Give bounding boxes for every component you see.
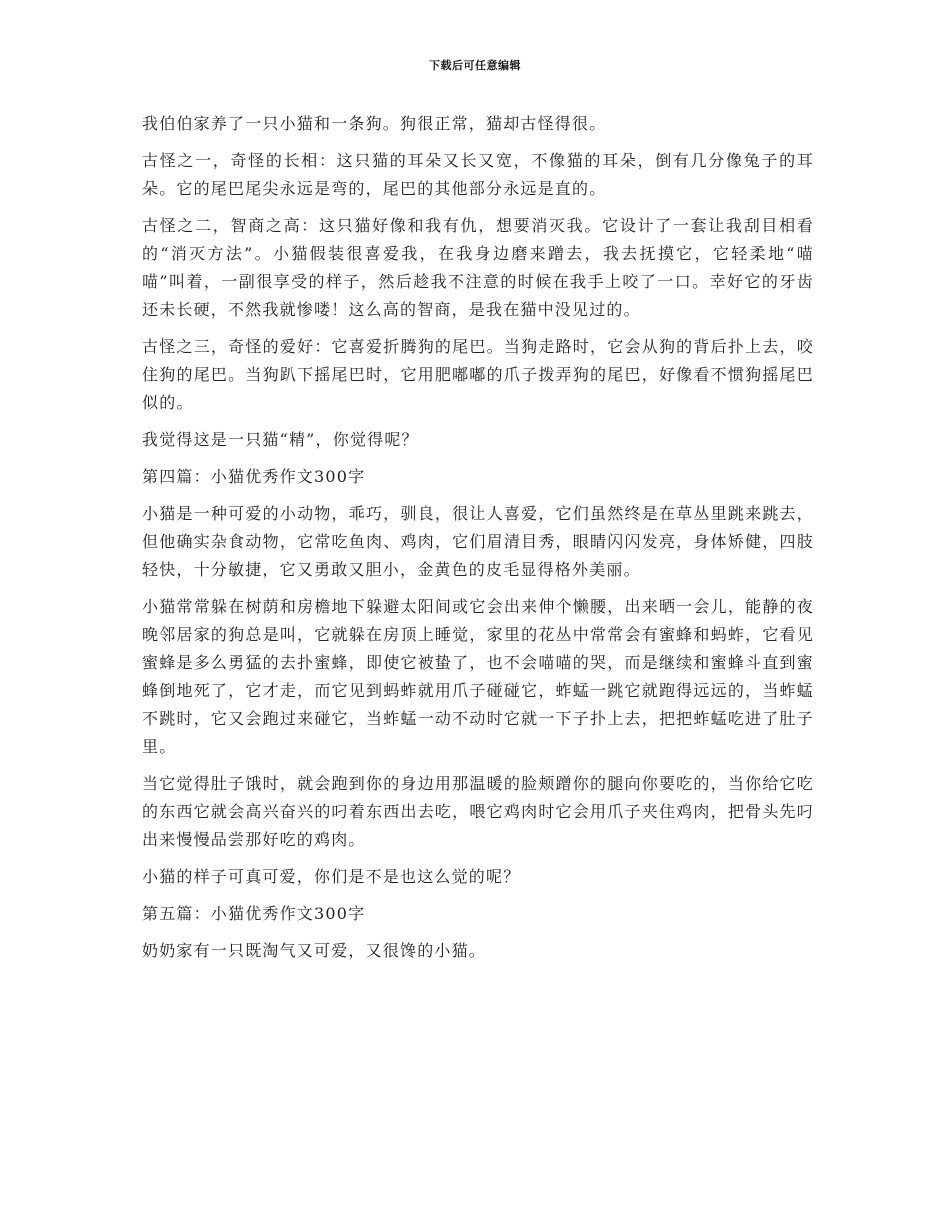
paragraph: 古怪之一，奇怪的长相：这只猫的耳朵又长又宽，不像猫的耳朵，倒有几分像兔子的耳朵。它的尾巴尾尖永远是弯的，尾巴的其他部分永远是直的。 bbox=[142, 151, 814, 198]
paragraph: 小猫是一种可爱的小动物，乖巧，驯良，很让人喜爱，它们虽然终是在草丛里跳来跳去，但他确实杂食动物，它常吃鱼肉、鸡肉，它们眉清目秀，眼睛闪闪发亮，身体矫健，四肢轻快，十分敏捷，它又勇敢又胆小，金黄色的皮毛显得格外美丽。 bbox=[142, 504, 814, 579]
paragraph: 奶奶家有一只既淘气又可爱，又很馋的小猫。 bbox=[142, 941, 487, 960]
section-heading: 第五篇：小猫优秀作文300字 bbox=[142, 904, 366, 923]
page-header: 下载后可任意编辑 bbox=[429, 59, 521, 72]
paragraph: 小猫常常躲在树荫和房檐地下躲避太阳间或它会出来伸个懒腰，出来晒一会儿，能静的夜晚邻居家的狗总是叫，它就躲在房顶上睡觉，家里的花丛中常常会有蜜蜂和蚂蚱，它看见蜜蜂是多么勇猛的去扑蜜蜂，即使它被蛰了，也不会喵喵的哭，而是继续和蜜蜂斗直到蜜蜂倒地死了，它才走，而它见到蚂蚱就用爪子碰碰它，蚱蜢一跳它就跑得远远的，当蚱蜢不跳时，它又会跑过来碰它，当蚱蜢一动不动时它就一下子扑上去，把把蚱蜢吃进了肚子里。 bbox=[142, 597, 814, 756]
paragraph: 古怪之三，奇怪的爱好：它喜爱折腾狗的尾巴。当狗走路时，它会从狗的背后扑上去，咬住狗的尾巴。当狗趴下摇尾巴时，它用肥嘟嘟的爪子拨弄狗的尾巴，好像看不惯狗摇尾巴似的。 bbox=[142, 337, 814, 412]
section-heading: 第四篇：小猫优秀作文300字 bbox=[142, 467, 366, 486]
document-body bbox=[142, 110, 814, 974]
paragraph: 我伯伯家养了一只小猫和一条狗。狗很正常，猫却古怪得很。 bbox=[142, 114, 607, 133]
paragraph: 当它觉得肚子饿时，就会跑到你的身边用那温暖的脸颊蹭你的腿向你要吃的，当你给它吃的东西它就会高兴奋兴的叼着东西出去吃，喂它鸡肉时它会用爪子夹住鸡肉，把骨头先叼出来慢慢品尝那好吃的鸡肉。 bbox=[142, 774, 814, 849]
paragraph: 小猫的样子可真可爱，你们是不是也这么觉的呢？ bbox=[142, 867, 521, 886]
paragraph: 古怪之二，智商之高：这只猫好像和我有仇，想要消灭我。它设计了一套让我刮目相看的“消灭方法”。小猫假装很喜爱我，在我身边磨来蹭去，我去抚摸它，它轻柔地“喵喵”叫着，一副很享受的样子，然后趁我不注意的时候在我手上咬了一口。幸好它的牙齿还未长硬，不然我就惨喽！这么高的智商，是我在猫中没见过的。 bbox=[142, 216, 814, 319]
paragraph: 我觉得这是一只猫“精”，你觉得呢？ bbox=[142, 430, 419, 449]
